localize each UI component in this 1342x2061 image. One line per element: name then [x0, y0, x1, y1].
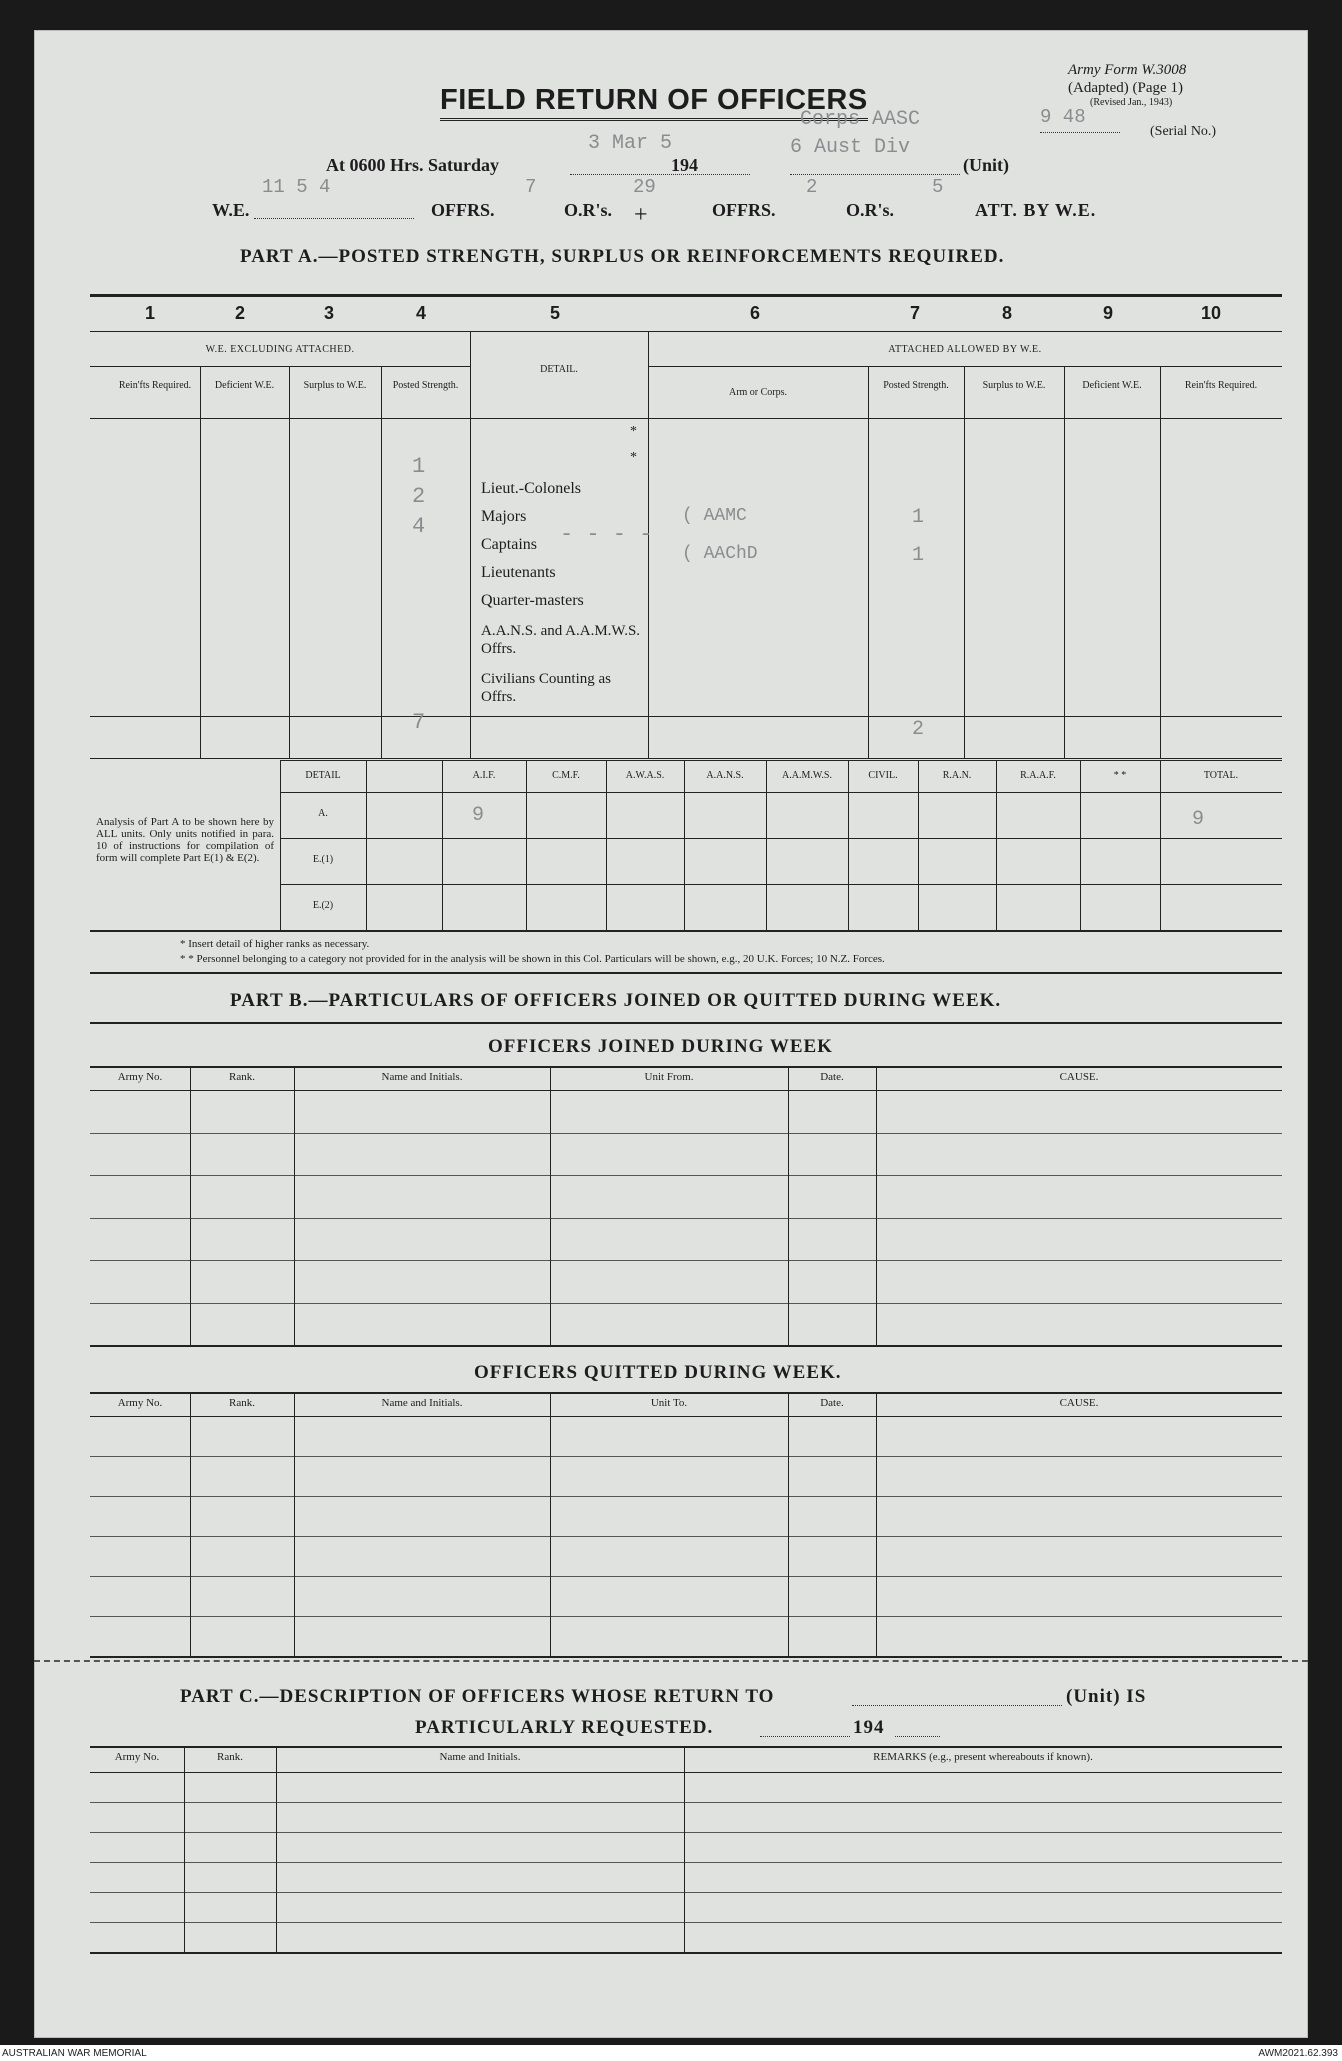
- part-c-bottom-rule: [90, 1952, 1282, 1954]
- offrs2-label: OFFRS.: [712, 200, 776, 220]
- quitted-col-rule: [788, 1392, 789, 1656]
- arm-or-corps-header: Arm or Corps.: [728, 387, 788, 398]
- analysis-row-e2: E.(2): [312, 900, 334, 911]
- joined-row-rule: [90, 1260, 1282, 1261]
- col-number-5: 5: [549, 303, 560, 323]
- star-1: *: [630, 424, 637, 439]
- quitted-row-rule: [90, 1616, 1282, 1617]
- posted-total: 7: [412, 710, 426, 735]
- part-c-row-rule: [90, 1892, 1282, 1893]
- footer-left: AUSTRALIAN WAR MEMORIAL: [2, 2048, 147, 2059]
- footnote-1: * Insert detail of higher ranks as necessary.: [180, 938, 370, 950]
- part-c-top-rule: [90, 1746, 1282, 1748]
- part-c-col-rule: [684, 1746, 685, 1952]
- attached-allowed-header: ATTACHED ALLOWED BY W.E.: [888, 344, 1042, 355]
- unit-typed-1: Corps AASC: [800, 108, 921, 131]
- part-c-row-rule: [90, 1922, 1282, 1923]
- quitted-col-rule: [294, 1392, 295, 1656]
- we-line: [254, 218, 414, 219]
- joined-header-rule: [90, 1090, 1282, 1091]
- rank-civilians: Civilians Counting as Offrs.: [481, 671, 612, 705]
- posted-strength-left: Posted Strength.: [392, 380, 459, 391]
- quitted-col-rule: [876, 1392, 877, 1656]
- quitted-row-rule: [90, 1496, 1282, 1497]
- quitted-header-name-and-initials: Name and Initials.: [381, 1397, 463, 1409]
- analysis-header-awas: A.W.A.S.: [625, 770, 665, 781]
- part-c-year-line: [895, 1736, 940, 1737]
- part-c-title-1: PART C.—DESCRIPTION OF OFFICERS WHOSE RETURN TO: [180, 1686, 775, 1707]
- part-b-title: PART B.—PARTICULARS OF OFFICERS JOINED OR QUITTED DURING WEEK.: [230, 990, 1002, 1011]
- joined-row-rule: [90, 1303, 1282, 1304]
- part-c-year-prefix: 194: [853, 1717, 885, 1738]
- joined-col-rule: [550, 1066, 551, 1345]
- part-c-row-rule: [90, 1832, 1282, 1833]
- unit-line: [790, 174, 960, 175]
- rank-captains: Captains: [481, 536, 537, 553]
- analysis-header-other: * *: [1113, 770, 1127, 781]
- form-number: Army Form W.3008: [1068, 62, 1187, 78]
- deficient-we-left: Deficient W.E.: [214, 380, 275, 391]
- quitted-header-unit-to: Unit To.: [650, 1397, 688, 1409]
- analysis-header-cmf: C.M.F.: [552, 770, 580, 781]
- analysis-note: Analysis of Part A to be shown here by ALL units. Only units notified in para. 10 of instructions for compilation of form will complete Part E(1) & E(2).: [96, 816, 274, 864]
- form-adapted: (Adapted) (Page 1): [1068, 80, 1183, 96]
- plus-sign: +: [634, 202, 648, 228]
- quitted-header-rule: [90, 1416, 1282, 1417]
- part-c-date-line: [760, 1736, 850, 1737]
- surplus-we-left: Surplus to W.E.: [303, 380, 367, 391]
- page-title: FIELD RETURN OF OFFICERS: [440, 84, 868, 121]
- col-number-2: 2: [234, 303, 245, 323]
- part-c-row-rule: [90, 1802, 1282, 1803]
- posted-captains: 4: [412, 514, 426, 539]
- joined-header-rank: Rank.: [229, 1071, 255, 1083]
- analysis-header-ran: R.A.N.: [942, 770, 972, 781]
- rank-lieut-colonels: Lieut.-Colonels: [481, 480, 581, 497]
- joined-row-rule: [90, 1218, 1282, 1219]
- quitted-col-rule: [190, 1392, 191, 1656]
- analysis-total-a: 9: [1192, 808, 1205, 831]
- arm-typed-1: ( AAMC: [682, 506, 747, 526]
- analysis-header-civil: CIVIL.: [868, 770, 898, 781]
- quitted-row-rule: [90, 1536, 1282, 1537]
- col-number-6: 6: [749, 303, 760, 323]
- col-number-8: 8: [1001, 303, 1012, 323]
- analysis-row-a: A.: [318, 808, 328, 819]
- serial-value: 9 48: [1040, 106, 1086, 128]
- part-c-header-remarks-e-g-present-whereabouts-if-known: REMARKS (e.g., present whereabouts if known).: [873, 1751, 1093, 1763]
- ors-typed: 29: [633, 176, 656, 198]
- reinfts-required-right: Rein'fts Required.: [1184, 380, 1258, 391]
- analysis-header-aamws: A.A.M.W.S.: [782, 770, 832, 781]
- rank-aans-aamws: A.A.N.S. and A.A.M.W.S. Offrs.: [481, 623, 641, 657]
- joined-col-rule: [788, 1066, 789, 1345]
- detail-header: DETAIL.: [540, 364, 578, 375]
- quitted-header-rank: Rank.: [229, 1397, 255, 1409]
- part-c-unit-line: [852, 1705, 1062, 1706]
- joined-header-unit-from: Unit From.: [644, 1071, 694, 1083]
- form-revised: (Revised Jan., 1943): [1090, 97, 1173, 108]
- ors2-typed: 5: [932, 176, 944, 198]
- analysis-row-e1: E.(1): [312, 854, 334, 865]
- analysis-header-total: TOTAL.: [1203, 770, 1239, 781]
- part-a-title: PART A.—POSTED STRENGTH, SURPLUS OR REINFORCEMENTS REQUIRED.: [240, 246, 1005, 267]
- analysis-header-detail: DETAIL: [305, 770, 341, 781]
- rank-quarter-masters: Quarter-masters: [481, 592, 584, 609]
- date-line: [570, 174, 750, 175]
- analysis-header-aans: A.A.N.S.: [706, 770, 744, 781]
- joined-bottom-rule: [90, 1345, 1282, 1347]
- joined-header-army-no: Army No.: [117, 1071, 163, 1083]
- rank-lieutenants: Lieutenants: [481, 564, 556, 581]
- joined-col-rule: [294, 1066, 295, 1345]
- part-c-row-rule: [90, 1862, 1282, 1863]
- quitted-header-cause: CAUSE.: [1059, 1397, 1099, 1409]
- part-c-col-rule: [276, 1746, 277, 1952]
- col-number-9: 9: [1102, 303, 1113, 323]
- quitted-header-army-no: Army No.: [117, 1397, 163, 1409]
- unit-typed-2: 6 Aust Div: [790, 136, 911, 159]
- quitted-bottom-rule: [90, 1656, 1282, 1658]
- rank-majors: Majors: [481, 508, 527, 525]
- part-c-header-rule: [90, 1772, 1282, 1773]
- joined-col-rule: [876, 1066, 877, 1345]
- quitted-row-rule: [90, 1456, 1282, 1457]
- quitted-row-rule: [90, 1576, 1282, 1577]
- year-prefix: 194: [671, 155, 698, 175]
- joined-row-rule: [90, 1175, 1282, 1176]
- we-typed: 11 5 4: [262, 176, 331, 198]
- col-number-4: 4: [415, 303, 426, 323]
- tear-line: [34, 1660, 1308, 1662]
- att-posted-total: 2: [912, 718, 925, 741]
- quitted-header-date: Date.: [820, 1397, 844, 1409]
- joined-col-rule: [190, 1066, 191, 1345]
- part-c-title-2: PARTICULARLY REQUESTED.: [415, 1717, 714, 1738]
- part-c-header-rank: Rank.: [217, 1751, 243, 1763]
- col-number-7: 7: [909, 303, 920, 323]
- col-number-10: 10: [1200, 303, 1222, 323]
- joined-row-rule: [90, 1133, 1282, 1134]
- at-label: At 0600 Hrs. Saturday: [326, 155, 500, 175]
- offrs-typed: 7: [525, 176, 537, 198]
- footnote-2: * * Personnel belonging to a category not provided for in the analysis will be shown in this Col. Particulars will be shown, e.g., 20 U.K. Forces; 10 N.Z. Forces.: [180, 953, 885, 965]
- offrs2-typed: 2: [806, 176, 818, 198]
- joined-header-date: Date.: [820, 1071, 844, 1083]
- analysis-header-raaf: R.A.A.F.: [1020, 770, 1056, 781]
- joined-top-rule: [90, 1066, 1282, 1068]
- arm-dash: - - - -: [560, 522, 653, 547]
- unit-label: (Unit): [963, 155, 1009, 175]
- arm-typed-2: ( AAChD: [682, 544, 758, 564]
- footer-right: AWM2021.62.393: [1258, 2048, 1338, 2059]
- part-c-col-rule: [184, 1746, 185, 1952]
- we-excluding-header: W.E. EXCLUDING ATTACHED.: [205, 344, 355, 355]
- ors2-label: O.R's.: [846, 200, 895, 220]
- deficient-we-right: Deficient W.E.: [1082, 380, 1142, 391]
- posted-majors: 2: [412, 484, 426, 509]
- joined-header-name-and-initials: Name and Initials.: [381, 1071, 463, 1083]
- part-c-header-name-and-initials: Name and Initials.: [439, 1751, 521, 1763]
- part-c-header-army-no: Army No.: [114, 1751, 160, 1763]
- offrs-label: OFFRS.: [431, 200, 495, 220]
- analysis-aif-a: 9: [472, 804, 485, 827]
- quitted-title: OFFICERS QUITTED DURING WEEK.: [474, 1362, 842, 1383]
- ors-label: O.R's.: [564, 200, 613, 220]
- joined-header-cause: CAUSE.: [1059, 1071, 1099, 1083]
- date-typed: 3 Mar 5: [588, 132, 673, 155]
- joined-title: OFFICERS JOINED DURING WEEK: [488, 1036, 833, 1057]
- we-label: W.E.: [212, 200, 250, 220]
- att-posted-2: 1: [912, 544, 925, 567]
- posted-strength-right: Posted Strength.: [883, 380, 949, 391]
- analysis-header-aif: A.I.F.: [472, 770, 496, 781]
- quitted-col-rule: [550, 1392, 551, 1656]
- footer: [0, 2046, 1342, 2061]
- serial-line: [1040, 132, 1120, 133]
- part-c-unit-is: (Unit) IS: [1066, 1686, 1147, 1707]
- col-number-3: 3: [323, 303, 334, 323]
- att-label: ATT. BY W.E.: [975, 200, 1097, 220]
- quitted-top-rule: [90, 1392, 1282, 1394]
- posted-lt-col: 1: [412, 454, 426, 479]
- reinfts-required-left: Rein'fts Required.: [118, 380, 192, 391]
- col-number-1: 1: [144, 303, 155, 323]
- serial-label: (Serial No.): [1150, 124, 1217, 139]
- att-posted-1: 1: [912, 506, 925, 529]
- star-2: *: [630, 450, 637, 465]
- surplus-we-right: Surplus to W.E.: [982, 380, 1046, 391]
